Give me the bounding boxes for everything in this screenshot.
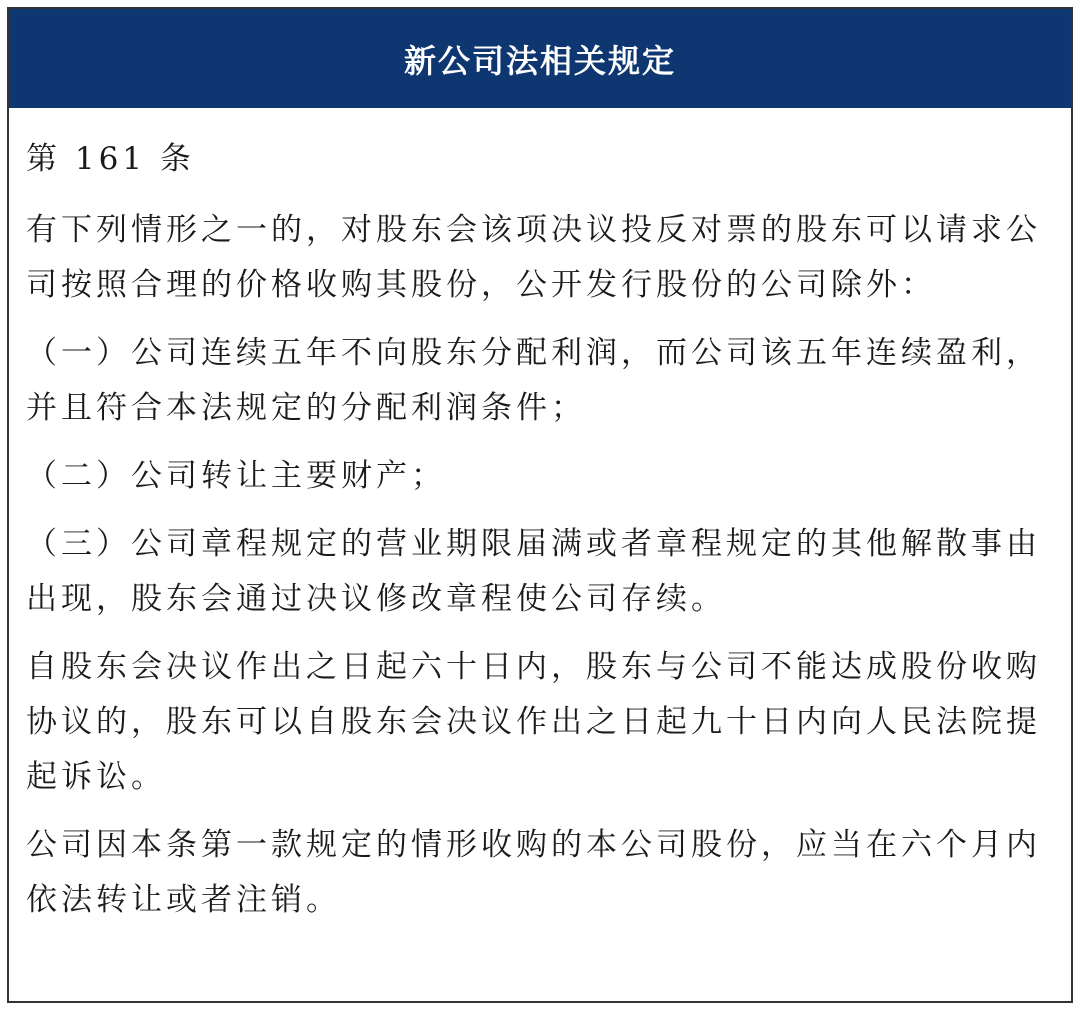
page-title: 新公司法相关规定 [403, 41, 676, 80]
article-number: 第 161 条 [26, 141, 195, 177]
paragraph-item-2: （二）公司转让主要财产； [26, 458, 446, 494]
paragraph-intro: 有下列情形之一的，对股东会该项决议投反对票的股东可以请求公司按照合理的价格收购其股份，公开发行股份的公司除外： [26, 212, 1041, 303]
paragraph-lawsuit: 自股东会决议作出之日起六十日内，股东与公司不能达成股份收购协议的，股东可以自股东会决议作出之日起九十日内向人民法院提起诉讼。 [26, 649, 1041, 795]
paragraph-item-1: （一）公司连续五年不向股东分配利润，而公司该五年连续盈利，并且符合本法规定的分配利润条件； [26, 335, 1041, 426]
regulation-card [7, 7, 1073, 1003]
header-bar [9, 9, 1071, 108]
paragraph-transfer: 公司因本条第一款规定的情形收购的本公司股份，应当在六个月内依法转让或者注销。 [26, 827, 1041, 918]
paragraph-item-3: （三）公司章程规定的营业期限届满或者章程规定的其他解散事由出现，股东会通过决议修改章程使公司存续。 [26, 526, 1041, 617]
article-body [9, 108, 1071, 928]
